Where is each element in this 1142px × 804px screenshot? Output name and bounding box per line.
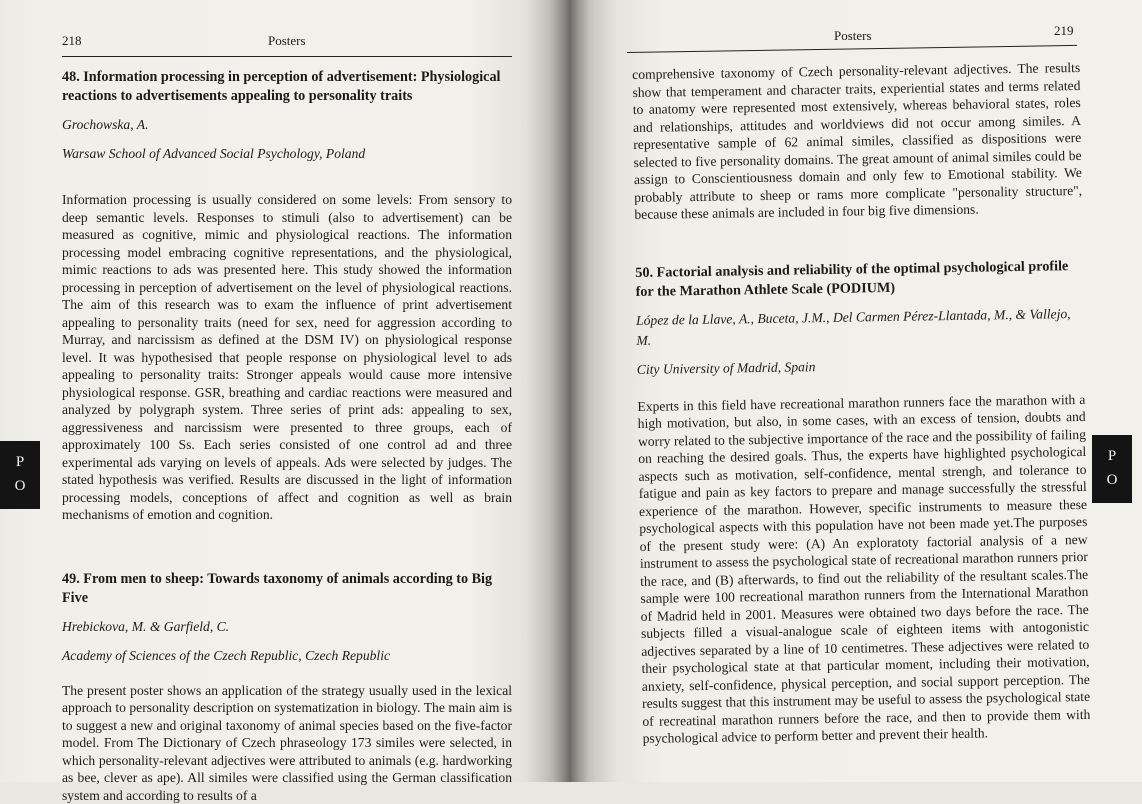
- page-number-right: 219: [1054, 23, 1074, 39]
- side-tab-left-line2: O: [0, 474, 40, 498]
- poster-49-authors: Hrebickova, M. & Garfield, C.: [62, 617, 512, 637]
- poster-48-affiliation: Warsaw School of Advanced Social Psychology, Poland: [62, 144, 512, 164]
- poster-48-abstract: Information processing is usually considered on some levels: From sensory to deep semantic levels. Responses to stimuli (also to advertisement) can be measured as cognitive, mimic and physiological reactions. The information processing model embracing cognitive representations, and the physiological, mimic reactions to ads was presented here. This study showed the information processing in perception of advertisement on the level of physiological reactions. The aim of this research was to exam the influence of print advertisement appealing to personality traits (need for sex, need for aggression according to Murray, and narcissism as defined at the DSM IV) on physiological response level. It was hypothesised that people response on physiological level to ads appealing to personality traits: Stronger appeals would cause more intensive physiological response. GSR, breathing and cardiac reactions were measured and analyzed by polygraph system. Three series of print ads: appealing to sex, aggressiveness and narcissism were presented to three groups, each of approximately 100 Ss. Each series consisted of one control ad and three experimental ads varying on levels of appeals. Ads were selected by judges. The stated hypothesis was verified. Results are discussed in the light of information processing models, conceptions of affect and cognition as well as brain mechanisms of emotion and cognition.: [62, 191, 512, 524]
- side-tab-left: [0, 441, 40, 509]
- section-spacer: [635, 216, 1084, 263]
- side-tab-right-line2: O: [1092, 468, 1132, 492]
- poster-50: [635, 256, 1091, 747]
- left-page: [0, 0, 571, 782]
- side-tab-right-line1: P: [1092, 444, 1132, 468]
- book-gutter-shadow: [547, 0, 595, 782]
- poster-48-title: 48. Information processing in perception of advertisement: Physiological reactions to advertisements appealing to personality traits: [62, 68, 512, 106]
- poster-48-authors: Grochowska, A.: [62, 115, 512, 135]
- poster-50-affiliation: City University of Madrid, Spain: [637, 352, 1085, 379]
- page-number-left: 218: [62, 33, 82, 49]
- poster-50-title: 50. Factorial analysis and reliability of the optimal psychological profile for the Marathon Athlete Scale (PODIUM): [635, 256, 1084, 301]
- header-rule-right: [627, 45, 1077, 53]
- poster-49-abstract: The present poster shows an application of the strategy usually used in the lexical approach to personality description on systematization in biology. The main aim is to suggest a new and original taxonomy of animal species based on the five-factor model. From The Dictionary of Czech phraseology 173 similes were selected, in which personality-relevant adjectives were attributed to animals (e.g. hardworking as bee, clever as ape). All similes were classified using the German classification system and according to results of a: [62, 682, 512, 804]
- poster-48: [62, 68, 512, 524]
- poster-49: [62, 570, 512, 804]
- left-page-content: [62, 68, 512, 804]
- side-tab-left-line1: P: [0, 450, 40, 474]
- running-head-left: Posters: [268, 33, 306, 49]
- poster-49-affiliation: Academy of Sciences of the Czech Republic, Czech Republic: [62, 646, 512, 666]
- poster-50-authors: López de la Llave, A., Buceta, J.M., Del Carmen Pérez-Llantada, M., & Vallejo, M.: [636, 303, 1085, 350]
- right-page-content: [632, 53, 1091, 747]
- header-rule-left: [62, 56, 512, 57]
- running-head-right: Posters: [834, 28, 872, 44]
- section-spacer: [62, 524, 512, 570]
- poster-49-title: 49. From men to sheep: Towards taxonomy of animals according to Big Five: [62, 570, 512, 608]
- poster-49-abstract-continued: comprehensive taxonomy of Czech personality-relevant adjectives. The results show that temperament and character traits, experiential states and terms related to anatomy were represented most extensively, whereas behavioral states, roles and relationships, attitudes and worldviews did not occur among similes. A representative sample of 62 animal similes, classified as dispositions were selected to five personality domains. The great amount of animal similes could be assign to Conscientiousness domain and only few to Emotional stability. We probably attribute to sheep or rams more complicate "personality structure", because these animals are included in four big five dimensions.: [632, 59, 1082, 224]
- side-tab-right: [1092, 435, 1132, 503]
- poster-50-abstract: Experts in this field have recreational marathon runners face the marathon with a high motivation, but also, in some cases, with an excess of tension, doubts and worry related to the subjective importance of the race and the possibility of failing on reaching the desired goals. Thus, the experts have highlighted psychological aspects such as motivation, self-confidence, mental strengh, and tolerance to fatigue and pain as key factors to prepare and manage successfully the stressful experience of the marathon. However, specific instruments to measure these psychological aspects with this population have not been made yet.The purposes of the present study were: (A) An exploratoty factorial analysis of a new instrument to assess the psychological state of recreational marathon runners prior the race, and (B) afterwards, to find out the reliability of the resultant scales.The sample were 100 recreational marathon runners from the International Marathon of Madrid held in 2001. Measures were obtained two days before the race. The subjects filled a visual-analogue scale of eighteen items with antogonistic adjectives separated by a line of 10 centimetres. These adjectives were related to their psychological state at that particular moment, including their motivation, anxiety, self-confidence, physical perception, and social support perception. The results suggest that this instrument may be useful to assess the psychological state of recreatinal marathon runners before the race, and then to provide them with psychological advice to perform better and prevent their health.: [637, 390, 1090, 747]
